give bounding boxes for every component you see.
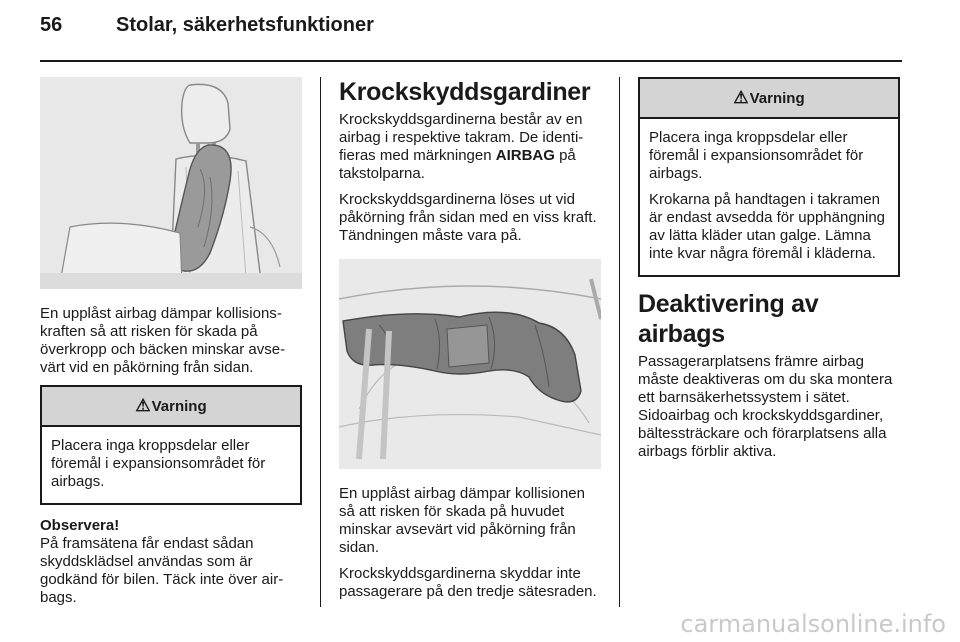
warning-text: Placera inga kroppsdelar eller föremål i expansionsområdet för airbags. — [51, 437, 266, 490]
column-middle — [339, 77, 601, 609]
section-heading: Deaktivering av airbags — [638, 290, 819, 348]
note-text: På framsätena får endast sådan skyddsklädsel användas som är godkänd för bilen. Täck inte över airbags. — [40, 535, 284, 606]
figure-caption: En upplåst airbag dämpar kollisionen så att risken för skada på huvudet minskar avsevärt vid påkörning från sidan. — [339, 485, 585, 556]
warning-triangle-icon: ⚠ — [733, 88, 749, 107]
warning-text: Krokarna på handtagen i takramen är endast avsedda för upphängning av lätta kläder utan galge. Lämna inte kvar några föremål i kläderna. — [649, 191, 886, 262]
page-title: Stolar, säkerhetsfunktioner — [116, 14, 374, 36]
column-divider — [619, 77, 620, 607]
seat-airbag-illustration — [40, 77, 302, 289]
paragraph-text: på takstolparna. — [339, 147, 576, 182]
warning-box — [638, 77, 900, 277]
paragraph: Krockskyddsgardinerna löses ut vid påkörning från sidan med en viss kraft. Tändningen måste vara på. — [339, 191, 597, 244]
warning-label: Varning — [151, 397, 207, 415]
note-block — [40, 517, 302, 607]
watermark: carmanualsonline.info — [680, 610, 946, 638]
paragraph: Krockskyddsgardinerna skyddar inte passagerare på den tredje sätesraden. — [339, 565, 597, 600]
warning-text: Placera inga kroppsdelar eller föremål i expansionsområdet för airbags. — [649, 129, 864, 182]
paragraph — [339, 111, 601, 183]
section-heading: Krockskyddsgardiner — [339, 78, 591, 106]
paragraph-text: Krockskyddsgardinerna består av en airbag i respektive takram. De identifieras med märkningen — [339, 111, 584, 164]
airbag-marking: AIRBAG — [495, 147, 555, 164]
figure-caption: En upplåst airbag dämpar kollisionskraften så att risken för skada på överkropp och bäcken minskar avsevärt vid en påkörning från sidan. — [40, 305, 286, 376]
column-right — [638, 77, 900, 469]
paragraph: Passagerarplatsens främre airbag måste deaktiveras om du ska montera ett barnsäkerhetssystem i sätet. Sidoairbag och krockskyddsgardiner, bältessträckare och förarplatsens alla airbags förblir aktiva. — [638, 353, 893, 460]
warning-header — [42, 387, 300, 427]
warning-triangle-icon: ⚠ — [135, 396, 151, 415]
header-rule — [40, 60, 902, 62]
warning-label: Varning — [749, 89, 805, 107]
column-left — [40, 77, 302, 615]
warning-header — [640, 79, 898, 119]
warning-box — [40, 385, 302, 505]
column-divider — [320, 77, 321, 607]
page-number: 56 — [40, 14, 63, 36]
curtain-airbag-illustration — [339, 259, 601, 469]
note-title: Observera! — [40, 517, 120, 534]
